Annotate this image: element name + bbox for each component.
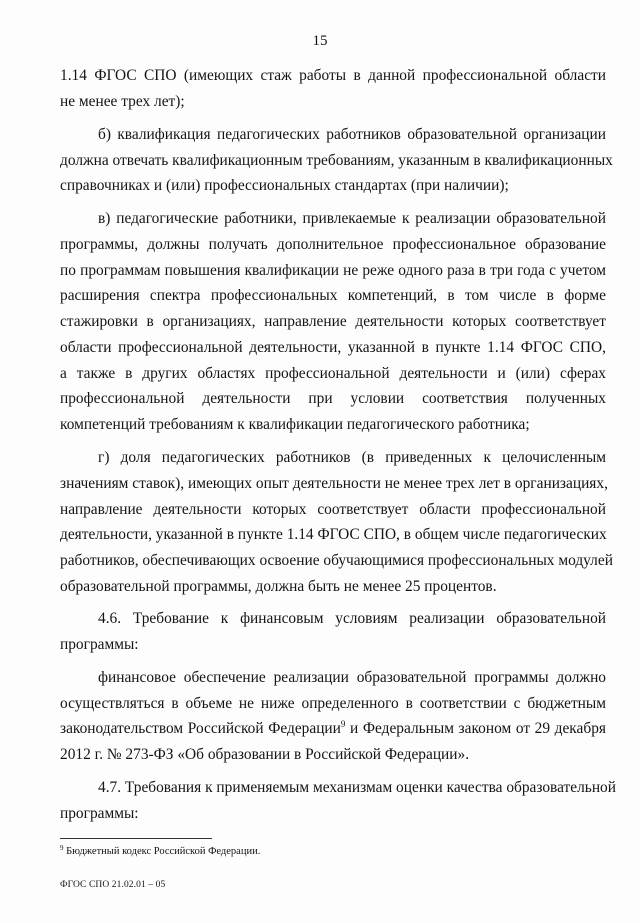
paragraph-4-line-5: работников, обеспечивающих освоение обучающимися профессиональных модулей	[60, 552, 613, 569]
paragraph-6-line-3-text-after: и Федеральным законом от 29 декабря	[345, 720, 606, 737]
paragraph-6-line-1: финансовое обеспечение реализации образовательной программы должно	[98, 669, 606, 686]
paragraph-4-line-6: образовательной программы, должна быть не менее 25 процентов.	[60, 578, 497, 595]
paragraph-3-line-6: области профессиональной деятельности, указанной в пункте 1.14 ФГОС СПО,	[60, 339, 606, 356]
page-number: 15	[312, 33, 328, 49]
paragraph-7-line-2: программы:	[60, 805, 139, 822]
paragraph-7-line-1: 4.7. Требования к применяемым механизмам оценки качества образовательной	[98, 779, 616, 796]
paragraph-6-line-2: осуществляться в объеме не ниже определенного в соответствии с бюджетным	[60, 695, 606, 712]
footnote-reference-mark: 9	[340, 719, 346, 729]
paragraph-3-line-8: профессиональной деятельности при условии соответствия полученных	[60, 390, 606, 407]
paragraph-6-line-3-text-before: законодательством Российской Федерации	[60, 720, 341, 737]
paragraph-4-line-2: значениям ставок), имеющих опыт деятельности не менее трех лет в организациях,	[60, 475, 608, 492]
paragraph-3-line-2: программы, должны получать дополнительное профессиональное образование	[60, 236, 606, 253]
footnote	[60, 845, 260, 859]
paragraph-4-line-4: деятельности, указанной в пункте 1.14 ФГОС СПО, в общем числе педагогических	[60, 526, 607, 543]
footnote-mark: 9	[60, 844, 64, 852]
document-code: ФГОС СПО 21.02.01 – 05	[60, 880, 166, 890]
paragraph-3-line-9: компетенций требованиям к квалификации педагогического работника;	[60, 416, 530, 433]
paragraph-6-line-4: 2012 г. № 273-ФЗ «Об образовании в Российской Федерации».	[60, 746, 470, 763]
paragraph-1-line-2: не менее трех лет);	[60, 93, 185, 110]
paragraph-1-line-1: 1.14 ФГОС СПО (имеющих стаж работы в данной профессиональной области	[60, 67, 606, 84]
paragraph-2-line-3: справочниках и (или) профессиональных стандартах (при наличии);	[60, 177, 509, 194]
paragraph-2-line-1: б) квалификация педагогических работников образовательной организации	[98, 126, 606, 143]
paragraph-3-line-1: в) педагогические работники, привлекаемые к реализации образовательной	[98, 210, 606, 227]
paragraph-5-line-1: 4.6. Требование к финансовым условиям реализации образовательной	[98, 610, 606, 627]
footnote-separator	[60, 838, 212, 839]
paragraph-3-line-5: стажировки в организациях, направление деятельности которых соответствует	[60, 313, 606, 330]
footnote-text: Бюджетный кодекс Российской Федерации.	[63, 846, 261, 857]
paragraph-3-line-7: а также в других областях профессиональной деятельности и (или) сферах	[60, 365, 606, 382]
paragraph-2-line-2: должна отвечать квалификационным требованиям, указанным в квалификационных	[60, 152, 613, 169]
paragraph-6-line-3	[60, 719, 606, 739]
paragraph-4-line-1: г) доля педагогических работников (в приведенных к целочисленным	[98, 449, 606, 466]
paragraph-4-line-3: направление деятельности которых соответствует области профессиональной	[60, 501, 606, 518]
paragraph-3-line-3: по программам повышения квалификации не реже одного раза в три года с учетом	[60, 262, 606, 279]
paragraph-3-line-4: расширения спектра профессиональных компетенций, в том числе в форме	[60, 287, 606, 304]
paragraph-5-line-2: программы:	[60, 636, 139, 653]
